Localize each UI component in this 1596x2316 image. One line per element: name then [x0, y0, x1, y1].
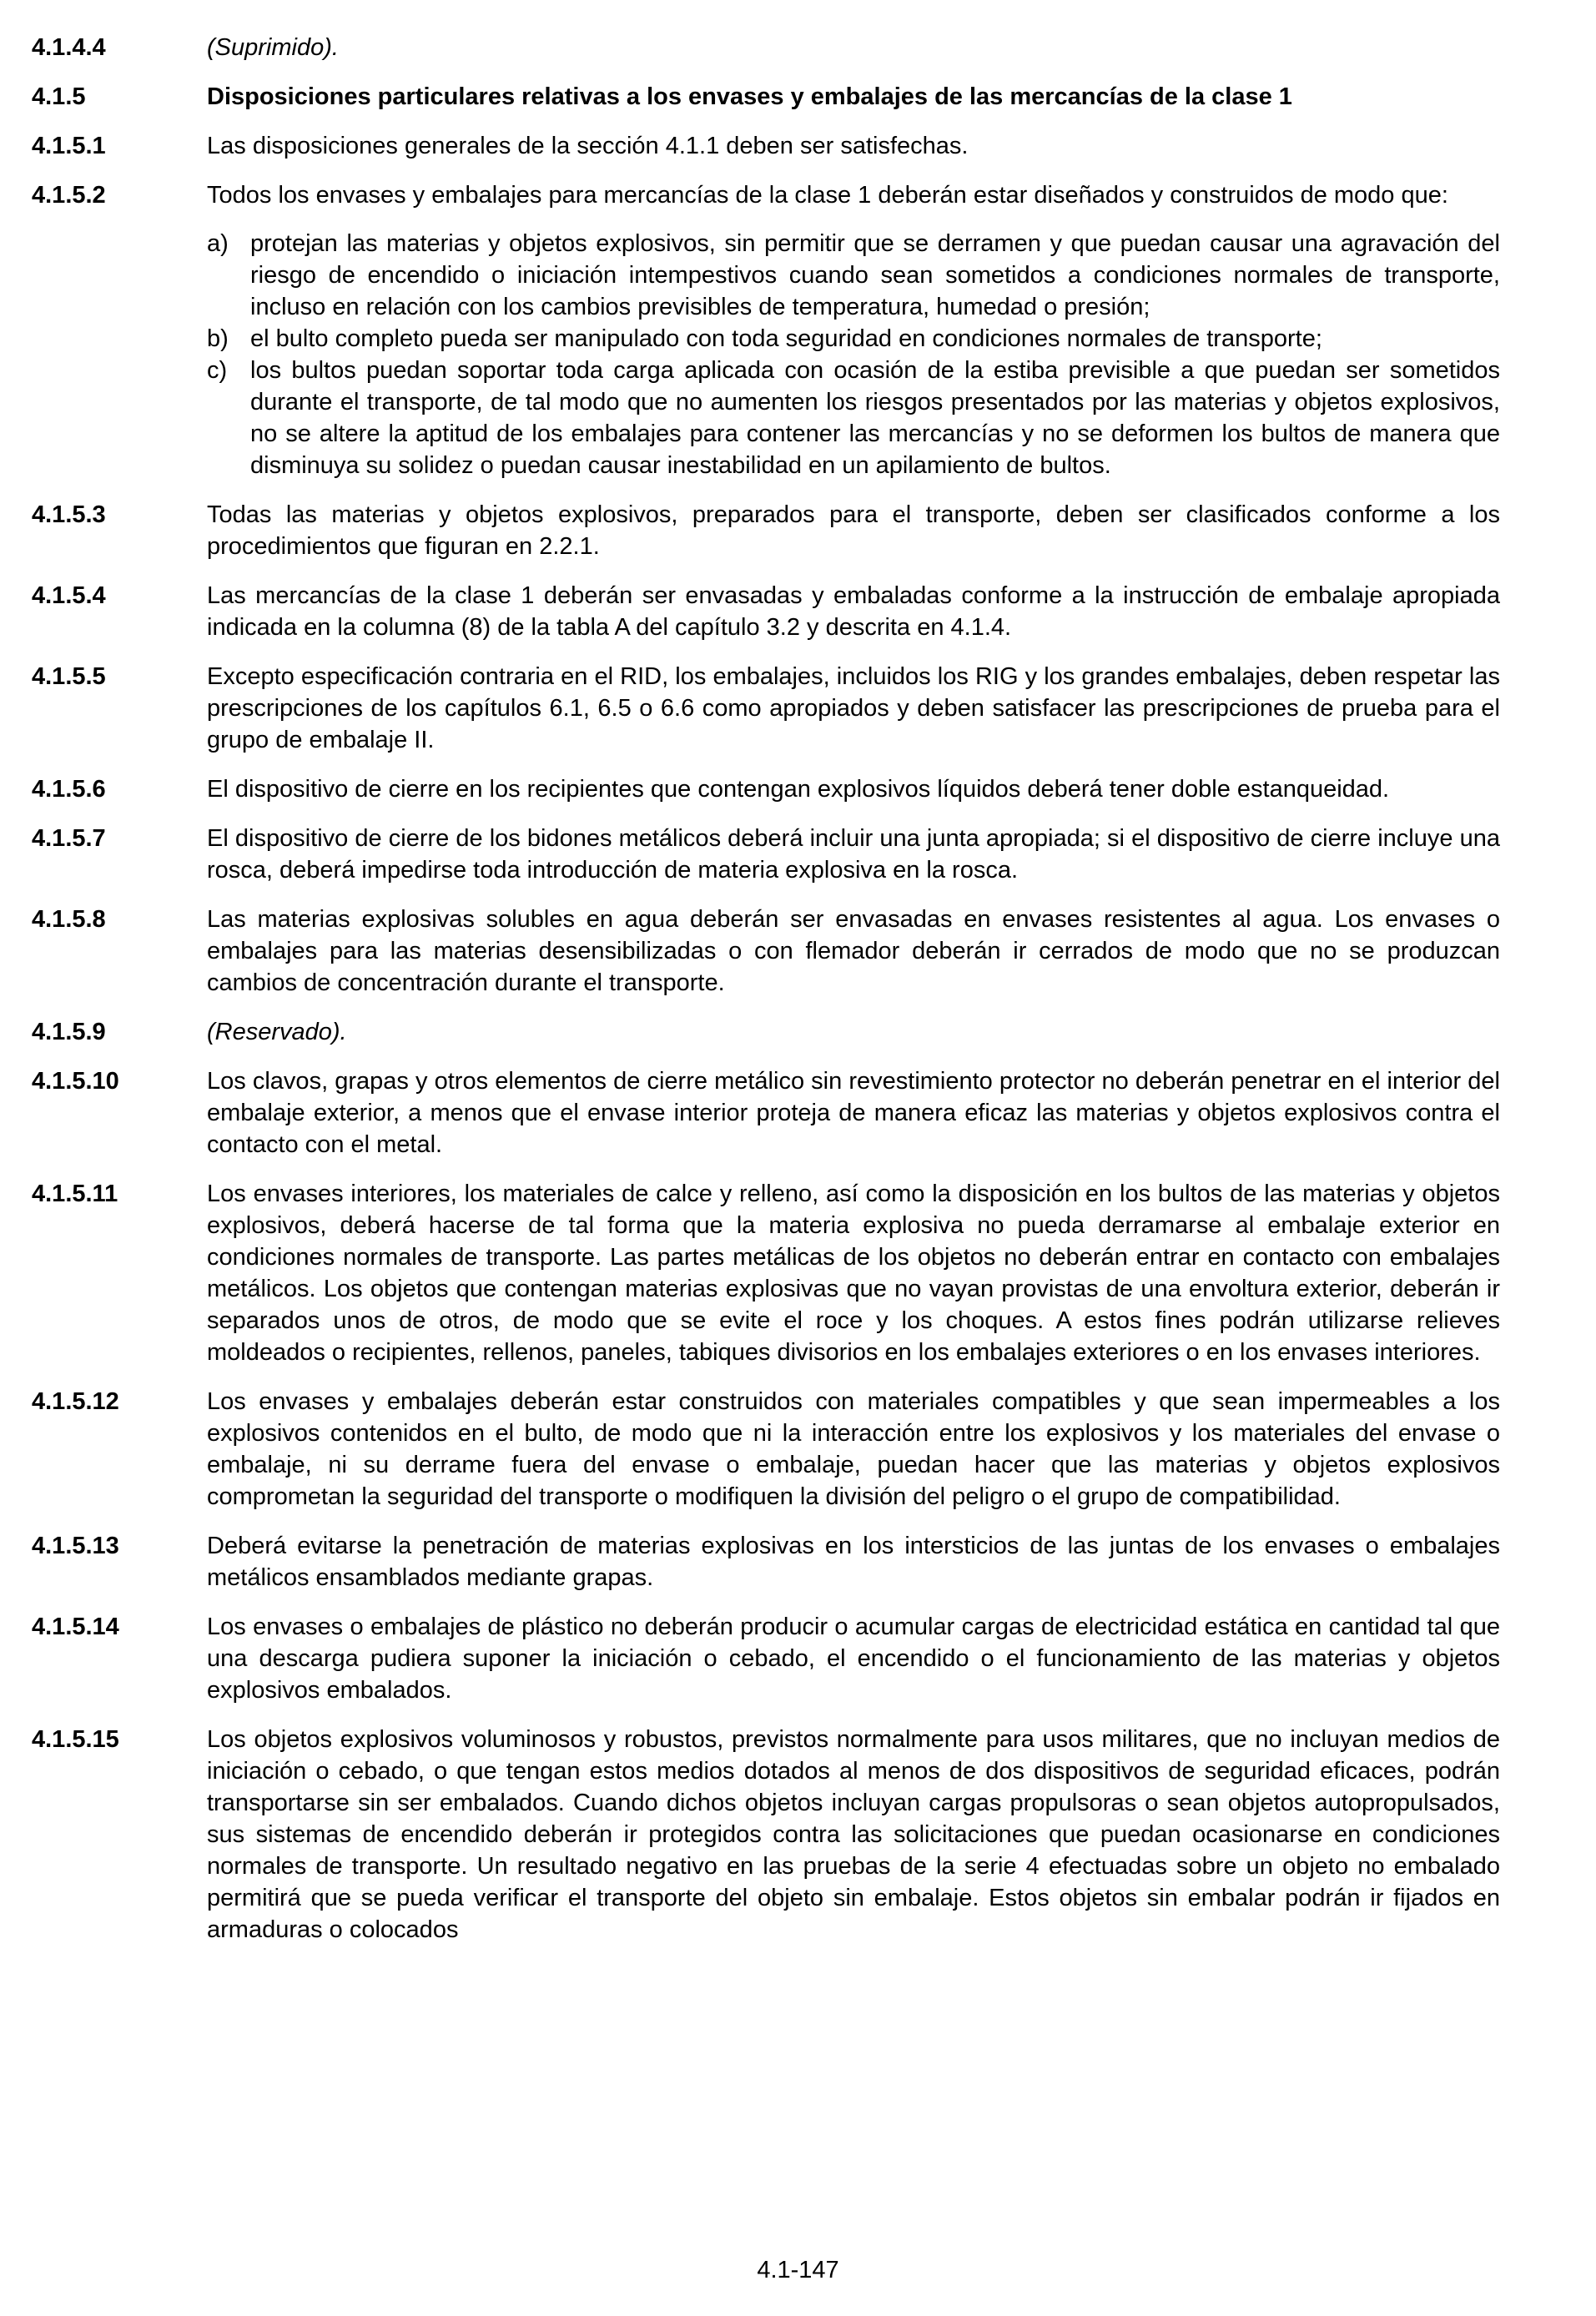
section-4-1-5-12: [32, 1386, 1500, 1513]
section-4-1-5-1: [32, 130, 1500, 162]
list-item-text: los bultos puedan soportar toda carga aplicada con ocasión de la estiba previsible a que puedan ser sometidos durante el transporte, de tal modo que no aumenten los riesgos presentados por las materias y objetos explosivos, no se altere la aptitud de los embalajes para contener las mercancías y no se deformen los bultos de manera que disminuya su solidez o puedan causar inestabilidad en un apilamiento de bultos.: [250, 357, 1500, 479]
section-body: [207, 179, 1500, 481]
section-4-1-5-3: [32, 499, 1500, 562]
list-item: [207, 355, 1500, 481]
section-text: Las materias explosivas solubles en agua deberán ser envasadas en envases resistentes al agua. Los envases o embalajes para las materias desensibilizadas o con flemador deberán ir cerrados de modo que no se produzcan cambios de concentración durante el transporte.: [207, 906, 1500, 996]
section-number: 4.1.5.7: [32, 825, 106, 852]
section-4-1-4-4: [32, 32, 1500, 63]
section-number: 4.1.5.8: [32, 906, 106, 933]
section-4-1-5-5: [32, 661, 1500, 756]
section-number: 4.1.5.6: [32, 776, 106, 803]
section-number: 4.1.5.9: [32, 1019, 106, 1045]
list-item-label: c): [207, 357, 228, 384]
section-text: Los clavos, grapas y otros elementos de cierre metálico sin revestimiento protector no deberán penetrar en el interior del embalaje exterior, a menos que el envase interior proteja de manera eficaz las materias y objetos explosivos contra el contacto con el metal.: [207, 1068, 1500, 1158]
section-text: (Suprimido).: [207, 34, 339, 61]
section-text: El dispositivo de cierre de los bidones metálicos deberá incluir una junta apropiada; si el dispositivo de cierre incluye una rosca, deberá impedirse toda introducción de materia explosiva en la rosca.: [207, 825, 1500, 884]
section-number: 4.1.5.13: [32, 1533, 119, 1559]
section-text: Todos los envases y embalajes para mercancías de la clase 1 deberán estar diseñados y construidos de modo que:: [207, 182, 1448, 209]
section-number: 4.1.5.15: [32, 1726, 119, 1753]
section-4-1-5-8: [32, 904, 1500, 999]
section-text: (Reservado).: [207, 1019, 347, 1045]
list-item: [207, 323, 1500, 355]
section-text: Las mercancías de la clase 1 deberán ser envasadas y embaladas conforme a la instrucción de embalaje apropiada indicada en la columna (8) de la tabla A del capítulo 3.2 y descrita en 4.1.4.: [207, 582, 1500, 641]
section-number: 4.1.5.4: [32, 582, 106, 609]
page-number: 4.1-147: [757, 2257, 839, 2283]
section-text: Excepto especificación contraria en el RID, los embalajes, incluidos los RIG y los grandes embalajes, deben respetar las prescripciones de los capítulos 6.1, 6.5 o 6.6 como apropiados y deben satisfacer las prescripciones de prueba para el grupo de embalaje II.: [207, 663, 1500, 753]
section-4-1-5-13: [32, 1530, 1500, 1594]
section-text: Deberá evitarse la penetración de materias explosivas en los intersticios de las juntas de los envases o embalajes metálicos ensamblados mediante grapas.: [207, 1533, 1500, 1591]
section-text: El dispositivo de cierre en los recipientes que contengan explosivos líquidos deberá tener doble estanqueidad.: [207, 776, 1390, 803]
section-text: Las disposiciones generales de la sección 4.1.1 deben ser satisfechas.: [207, 133, 969, 159]
section-4-1-5-4: [32, 580, 1500, 643]
section-number: 4.1.5.2: [32, 182, 106, 209]
section-4-1-5-9: [32, 1016, 1500, 1048]
section-text: Los envases interiores, los materiales de calce y relleno, así como la disposición en los bultos de las materias y objetos explosivos, deberá hacerse de tal forma que la materia explosiva no pueda derramarse al embalaje exterior en condiciones normales de transporte. Las partes metálicas de los objetos no deberán entrar en contacto con embalajes metálicos. Los objetos que contengan materias explosivas que no vayan provistas de una envoltura exterior, deberán ir separados unos de otros, de modo que se evite el roce y los choques. A estos fines podrán utilizarse relieves moldeados o recipientes, rellenos, paneles, tabiques divisorios en los embalajes exteriores o en los envases interiores.: [207, 1181, 1500, 1366]
section-4-1-5-heading: [32, 81, 1500, 113]
section-text: Los objetos explosivos voluminosos y robustos, previstos normalmente para usos militares, que no incluyan medios de iniciación o cebado, o que tengan estos medios dotados al menos de dos dispositivos de seguridad eficaces, podrán transportarse sin ser embalados. Cuando dichos objetos incluyan cargas propulsoras o sean objetos autopropulsados, sus sistemas de encendido deberán ir protegidos contra las solicitaciones que puedan ocasionarse en condiciones normales de transporte. Un resultado negativo en las pruebas de la serie 4 efectuadas sobre un objeto no embalado permitirá que se pueda verificar el transporte del objeto sin embalaje. Estos objetos sin embalar podrán ir fijados en armaduras o colocados: [207, 1726, 1500, 1943]
section-number: 4.1.5.14: [32, 1614, 119, 1640]
section-4-1-5-7: [32, 823, 1500, 886]
list-item-label: b): [207, 325, 229, 352]
section-4-1-5-11: [32, 1178, 1500, 1368]
section-4-1-5-15: [32, 1724, 1500, 1946]
document-page: [32, 32, 1500, 1963]
section-number: 4.1.5.11: [32, 1181, 118, 1207]
list-item-label: a): [207, 230, 229, 257]
section-text: Los envases o embalajes de plástico no deberán producir o acumular cargas de electricidad estática en cantidad tal que una descarga pudiera suponer la iniciación o cebado, el encendido o el funcionamiento de las materias y objetos explosivos embalados.: [207, 1614, 1500, 1704]
section-number: 4.1.5.1: [32, 133, 106, 159]
section-number: 4.1.5.12: [32, 1388, 119, 1415]
list-item-text: protejan las materias y objetos explosivos, sin permitir que se derramen y que puedan causar una agravación del riesgo de encendido o iniciación intempestivos cuando sean sometidos a condiciones normales de transporte, incluso en relación con los cambios previsibles de temperatura, humedad o presión;: [250, 230, 1500, 320]
list-item: [207, 228, 1500, 323]
section-4-1-5-6: [32, 773, 1500, 805]
section-heading: Disposiciones particulares relativas a los envases y embalajes de las mercancías de la clase 1: [207, 83, 1292, 110]
section-text: Los envases y embalajes deberán estar construidos con materiales compatibles y que sean impermeables a los explosivos contenidos en el bulto, de modo que ni la interacción entre los explosivos y los materiales del envase o embalaje, ni su derrame fuera del envase o embalaje, puedan hacer que las materias y objetos explosivos comprometan la seguridad del transporte o modifiquen la división del peligro o el grupo de compatibilidad.: [207, 1388, 1500, 1510]
section-number: 4.1.5.3: [32, 501, 106, 528]
section-number: 4.1.5.5: [32, 663, 106, 690]
section-text: Todas las materias y objetos explosivos, preparados para el transporte, deben ser clasificados conforme a los procedimientos que figuran en 2.2.1.: [207, 501, 1500, 560]
section-4-1-5-2: [32, 179, 1500, 481]
sub-list: [207, 228, 1500, 481]
list-item-text: el bulto completo pueda ser manipulado con toda seguridad en condiciones normales de transporte;: [250, 325, 1322, 352]
section-4-1-5-14: [32, 1611, 1500, 1706]
section-number: 4.1.5: [32, 83, 86, 110]
section-number: 4.1.4.4: [32, 34, 106, 61]
section-number: 4.1.5.10: [32, 1068, 119, 1095]
section-4-1-5-10: [32, 1065, 1500, 1161]
